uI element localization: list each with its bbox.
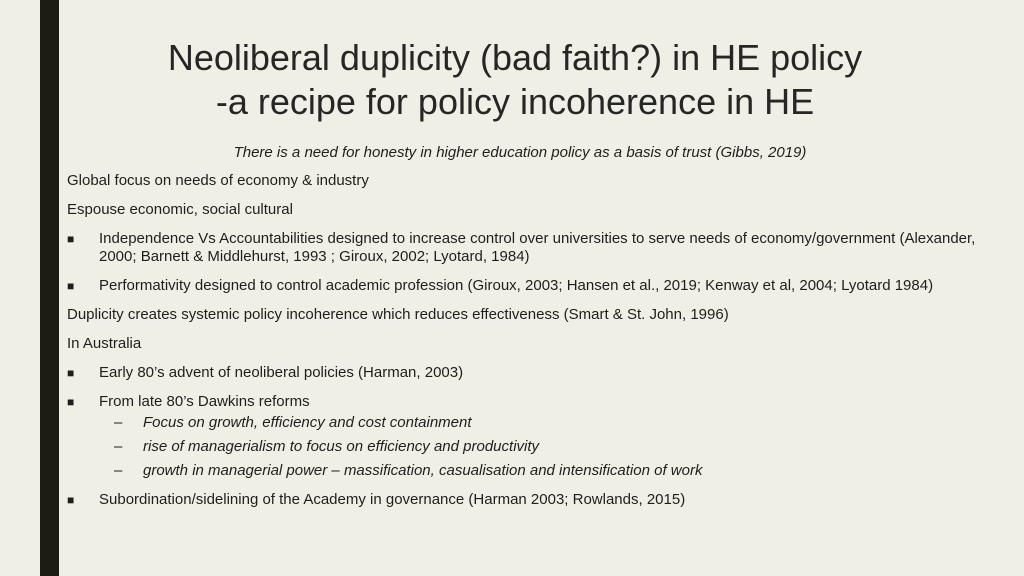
sub-item-text: Focus on growth, efficiency and cost containment [143,414,472,431]
paragraph-in-australia: In Australia [67,335,142,352]
slide-body [67,172,987,520]
paragraph-espouse: Espouse economic, social cultural [67,201,293,218]
sub-item [67,438,987,456]
bullet-item [67,393,987,411]
bullet-text: Performativity designed to control academic profession (Giroux, 2003; Hansen et al., 2019; Kenway et al, 2004; Lyotard 1984) [99,277,934,294]
title-line-1: Neoliberal duplicity (bad faith?) in HE policy [167,37,863,78]
sub-item-text: growth in managerial power – massification, casualisation and intensification of work [143,462,703,479]
bullet-square-icon: ■ [67,279,75,293]
bullet-text: Early 80’s advent of neoliberal policies (Harman, 2003) [99,364,464,381]
dawkins-sublist [67,414,987,480]
dash-icon: – [114,438,123,455]
side-accent-bar [40,0,59,576]
title-line-2: -a recipe for policy incoherence in HE [215,81,815,122]
dash-icon: – [114,414,123,431]
dash-icon: – [114,462,123,479]
paragraph-duplicity: Duplicity creates systemic policy incoherence which reduces effectiveness (Smart & St. John, 1996) [67,306,729,323]
bullet-square-icon: ■ [67,232,75,246]
bullet-item [67,230,987,266]
sub-item [67,462,987,480]
bullet-item [67,277,987,295]
bullet-square-icon: ■ [67,366,75,380]
bullet-square-icon: ■ [67,395,75,409]
bullet-square-icon: ■ [67,493,75,507]
bullet-text: Independence Vs Accountabilities designed to increase control over universities to serve needs of economy/government (Alexander, 2000; Barnett & Middlehurst, 1993 ; Giroux, 2002; Lyotard, 1984) [99,230,976,265]
sub-item [67,414,987,432]
bullet-text: From late 80’s Dawkins reforms [99,393,310,410]
bullet-item [67,364,987,382]
paragraph-global-focus: Global focus on needs of economy & industry [67,172,369,189]
bullet-item [67,491,987,509]
slide-subtitle: There is a need for honesty in higher education policy as a basis of trust (Gibbs, 2019) [233,144,807,161]
sub-item-text: rise of managerialism to focus on efficiency and productivity [143,438,540,455]
bullet-text: Subordination/sidelining of the Academy in governance (Harman 2003; Rowlands, 2015) [99,491,686,508]
slide-title [100,36,930,124]
